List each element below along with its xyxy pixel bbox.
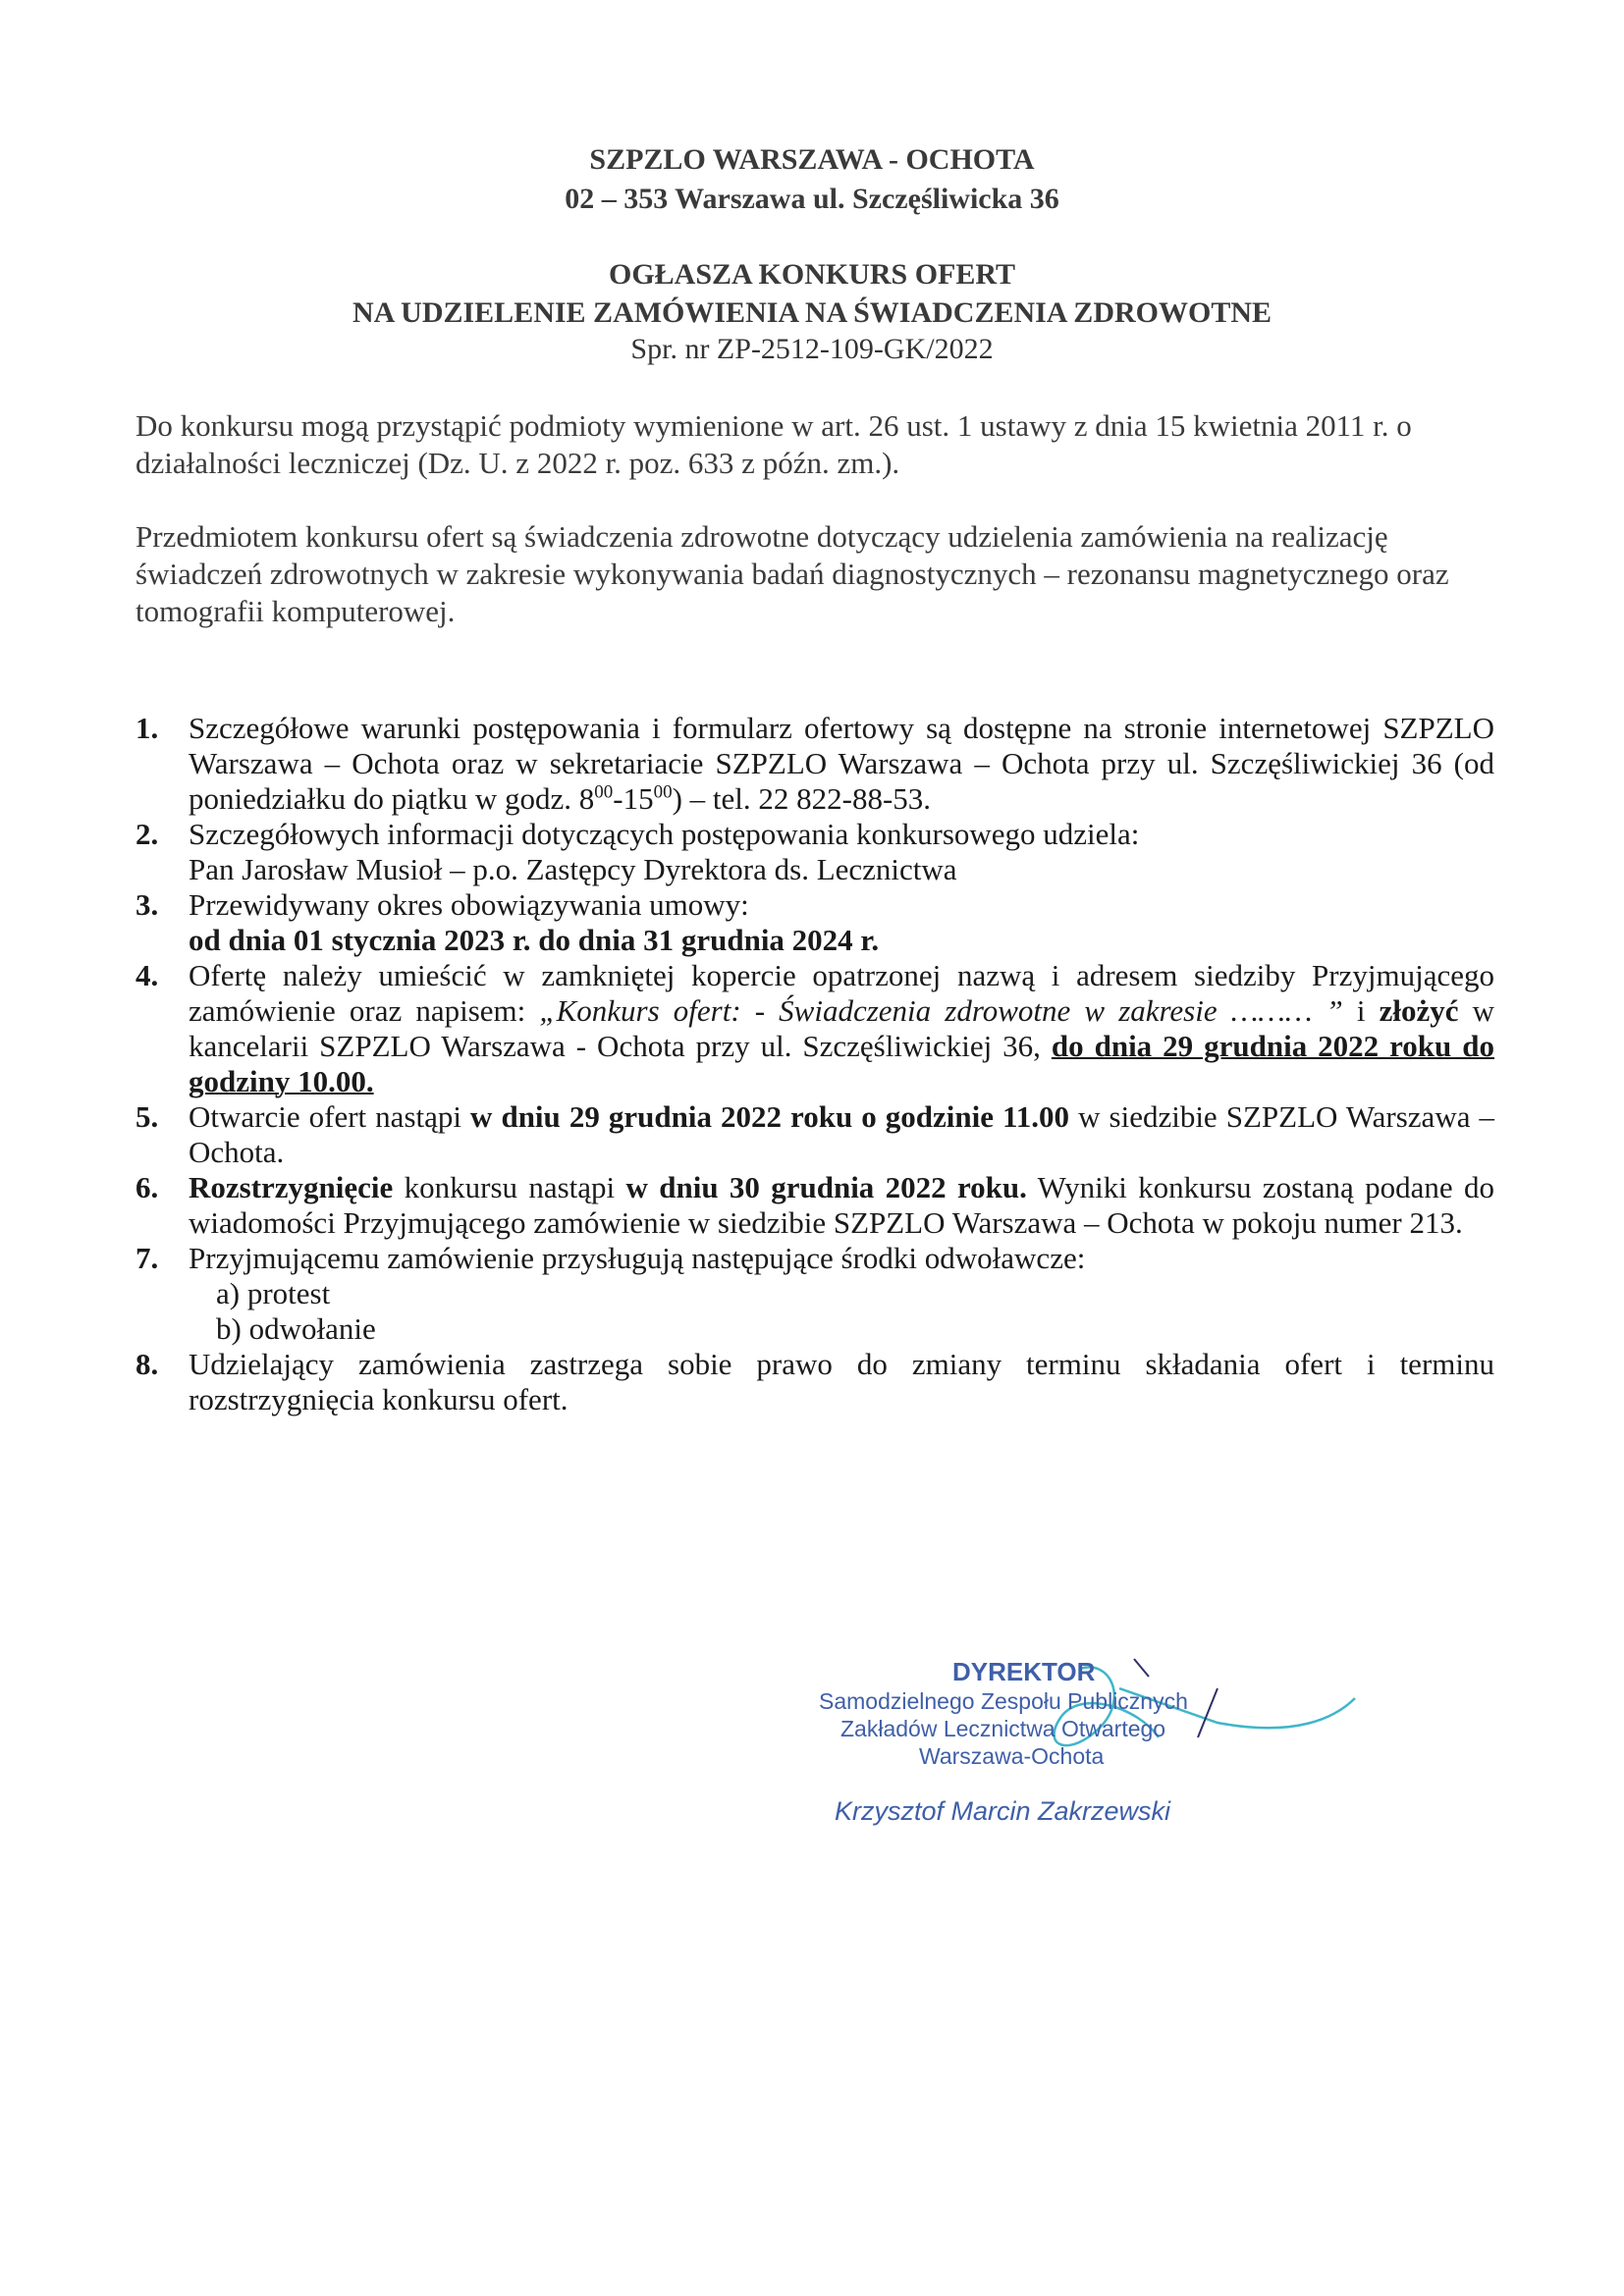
case-reference: Spr. nr ZP-2512-109-GK/2022 (630, 333, 994, 365)
director-name: Krzysztof Marcin Zakrzewski (835, 1796, 1171, 1826)
list-item: 1. Szczegółowe warunki postępowania i formularz ofertowy są dostępne na stronie internetowej SZPZLO Warszawa – Ochota oraz w sekretariacie SZPZLO Warszawa – Ochota przy ul. Szczęśliwickiej 36 (od poniedziałku do piątku w godz. $8^{00}-15^{00}$) – tel. 22 822-88-53. (135, 711, 1494, 816)
remedy-protest: a) protest (216, 1276, 331, 1310)
stamp-line-1: Samodzielnego Zespołu Publicznych (819, 1688, 1188, 1714)
item-number: 2. (135, 817, 159, 851)
announcement-title: OGŁASZA KONKURS OFERT (608, 258, 1016, 291)
submission-deadline: do dnia 29 grudnia 2022 roku do godziny 10.00. (189, 1029, 1494, 1098)
announcement-subtitle: NA UDZIELENIE ZAMÓWIENIA NA ŚWIADCZENIA ZDROWOTNE (352, 296, 1272, 329)
stamp-line-2: Zakładów Lecznictwa Otwartego (840, 1716, 1166, 1741)
item-number: 7. (135, 1241, 159, 1275)
contract-period: od dnia 01 stycznia 2023 r. do dnia 31 grudnia 2024 r. (189, 923, 880, 957)
organization-address: 02 – 353 Warszawa ul. Szczęśliwicka 36 (565, 183, 1059, 215)
list-item: 2. Szczegółowych informacji dotyczących postępowania konkursowego udziela: Pan Jarosław Musioł – p.o. Zastępcy Dyrektora ds. Lecznictwa (135, 817, 1494, 887)
contact-person: Pan Jarosław Musioł – p.o. Zastępcy Dyrektora ds. Lecznictwa (189, 852, 957, 886)
remedy-appeal: b) odwołanie (216, 1311, 376, 1346)
item-number: 4. (135, 958, 159, 992)
stamp-title: DYREKTOR (952, 1657, 1096, 1686)
list-item: 6. Rozstrzygnięcie konkursu nastąpi w dniu 30 grudnia 2022 roku. Wyniki konkursu zostaną podane do wiadomości Przyjmującego zamówienie w siedzibie SZPZLO Warszawa – Ochota w pokoju numer 213. (135, 1170, 1494, 1240)
opening-date: w dniu 29 grudnia 2022 roku o godzinie 11.00 (470, 1099, 1070, 1134)
stamp-line-3: Warszawa-Ochota (919, 1743, 1105, 1769)
list-item: 8. Udzielający zamówienia zastrzega sobie prawo do zmiany terminu składania ofert i terminu rozstrzygnięcia konkursu ofert. (135, 1347, 1494, 1416)
subject-paragraph: Przedmiotem konkursu ofert są świadczenia zdrowotne dotyczący udzielenia zamówienia na realizację świadczeń zdrowotnych w zakresie wykonywania badań diagnostycznych – rezonansu magnetycznego oraz tomografii komputerowej. (135, 519, 1449, 628)
list-item: 4. Ofertę należy umieścić w zamkniętej kopercie opatrzonej nazwą i adresem siedziby Przyjmującego zamówienie oraz napisem: „Konkurs ofert: - Świadczenia zdrowotne w zakresie ……… ” i złożyć w kancelarii SZPZLO Warszawa - Ochota przy ul. Szczęśliwickiej 36, do dnia 29 grudnia 2022 roku do godziny 10.00. (135, 958, 1494, 1098)
director-stamp (785, 1629, 1375, 1865)
item-number: 3. (135, 887, 159, 922)
list-item: 7. Przyjmującemu zamówienie przysługują następujące środki odwoławcze: a) protest b) odwołanie (135, 1241, 1494, 1347)
resolution-date: w dniu 30 grudnia 2022 roku. (625, 1170, 1027, 1204)
item-number: 1. (135, 711, 159, 745)
conditions-list (135, 711, 1494, 1417)
list-item: 5. Otwarcie ofert nastąpi w dniu 29 grudnia 2022 roku o godzinie 11.00 w siedzibie SZPZLO Warszawa – Ochota. (135, 1099, 1494, 1169)
list-item: 3. Przewidywany okres obowiązywania umowy: od dnia 01 stycznia 2023 r. do dnia 31 grudnia 2024 r. (135, 887, 1494, 958)
item-number: 6. (135, 1170, 159, 1204)
item-number: 5. (135, 1099, 159, 1134)
organization-name: SZPZLO WARSZAWA - OCHOTA (589, 143, 1035, 176)
item-number: 8. (135, 1347, 159, 1381)
intro-paragraph: Do konkursu mogą przystąpić podmioty wymienione w art. 26 ust. 1 ustawy z dnia 15 kwietnia 2011 r. o działalności leczniczej (Dz. U. z 2022 r. poz. 633 z późn. zm.). (135, 408, 1412, 480)
